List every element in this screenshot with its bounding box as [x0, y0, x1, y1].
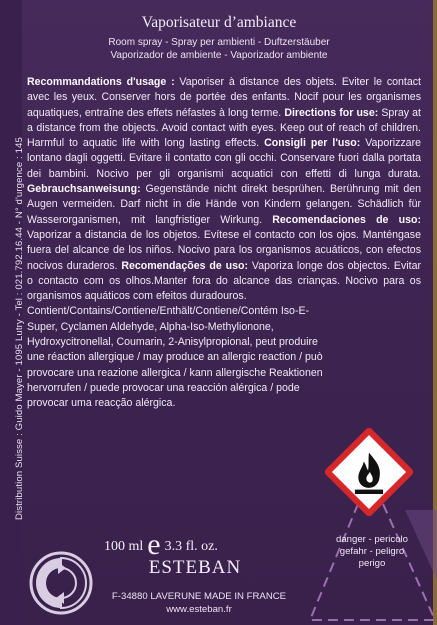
section-heading-de: Gebrauchsanweisung: [27, 183, 141, 196]
section-text-es: Vaporizar a distancia de los objetos. Evítese el contacto con los ojos. Manténgase fuera del alcance de los niños. Nocivo para los organismos acuáticos, con efectos nocivos duraderos. [27, 228, 421, 272]
section-heading-it: Consigli per l'uso: [264, 137, 361, 150]
hazard-label: danger - pericolo gefahr - peligro perigo [336, 534, 408, 569]
ingredients-text: Contient/Contains/Contiene/Enthält/Contiene/Contém Iso-E-Super, Cyclamen Aldehyde, Alpha-Iso-Methylionone, Hydroxycitronellal, Coumarin, 2-Anisylpropional, peut produire une réaction allergique / may produce an allergic reaction / può provocare una reazione allergica / kann allergische Reaktionen hervorrufen / puede provocar una reacción alérgica / pode provocar uma reacção alérgica. [27, 305, 323, 410]
distribution-side-text: Distribution Suisse : Guido Mayer - 1095 Lutry - Tel : 021.792.16.44 - N° d'urgence : 145 [14, 137, 25, 520]
address-block [84, 590, 314, 616]
flame-icon [325, 428, 413, 516]
subtitle-line-1: Room spray - Spray per ambienti - Duftzerstäuber [108, 37, 330, 48]
section-text-fr: Vaporiser à distance des objets. Eviter le contact avec les yeux. Conserver hors de portée des enfants. Nocif pour les organismes aquatiques, entraîne des effets néfastes à long terme. [27, 76, 421, 119]
volume-ml: 100 ml [104, 539, 144, 554]
volume-oz: 3.3 fl. oz. [164, 539, 218, 554]
subtitle-line-2: Vaporizador de ambiente - Vaporizador ambiente [110, 50, 328, 61]
website-link: www.esteban.fr [166, 604, 232, 615]
section-heading-es: Recomendaciones de uso: [272, 213, 421, 226]
address-line: F-34880 LAVERUNE MADE IN FRANCE [111, 591, 287, 602]
estimated-sign: e [147, 528, 161, 561]
usage-paragraph [27, 75, 421, 304]
usage-text-block [27, 75, 421, 412]
brand-name: ESTEBAN [148, 557, 242, 578]
section-text-pt: Vaporiza longe dos objectos. Evitar o contacto com os olhos.Manter fora do alcance das crianças. Nocivo para os organismos aquáticos com efeitos duradouros. [27, 259, 421, 303]
section-text-de: Gegenstände nicht direkt besprühen. Berührung mit den Augen vermeiden. Darf nicht in die Hände von Kindern gelangen. Schädlich für Wasserorganismen, mit langfristiger Wirkung. [27, 183, 421, 226]
section-heading-en: Directions for use: [284, 106, 379, 119]
section-heading-pt: Recomendações de uso: [121, 259, 249, 272]
section-text-it: Vaporizzare lontano dagli oggetti. Evitare il contatto con gli occhi. Conservare fuori dalla portata dei bambini. Nocivo per gli organismi acquatici con effetti di lunga durata. [27, 137, 421, 180]
section-heading-fr: Recommandations d'usage : [27, 76, 175, 88]
product-title: Vaporisateur d’ambiance [141, 14, 297, 31]
section-text-en: Spray at a distance from the objects. Avoid contact with eyes. Keep out of reach of children. Harmful to aquatic life with long lasting effects. [27, 106, 421, 150]
